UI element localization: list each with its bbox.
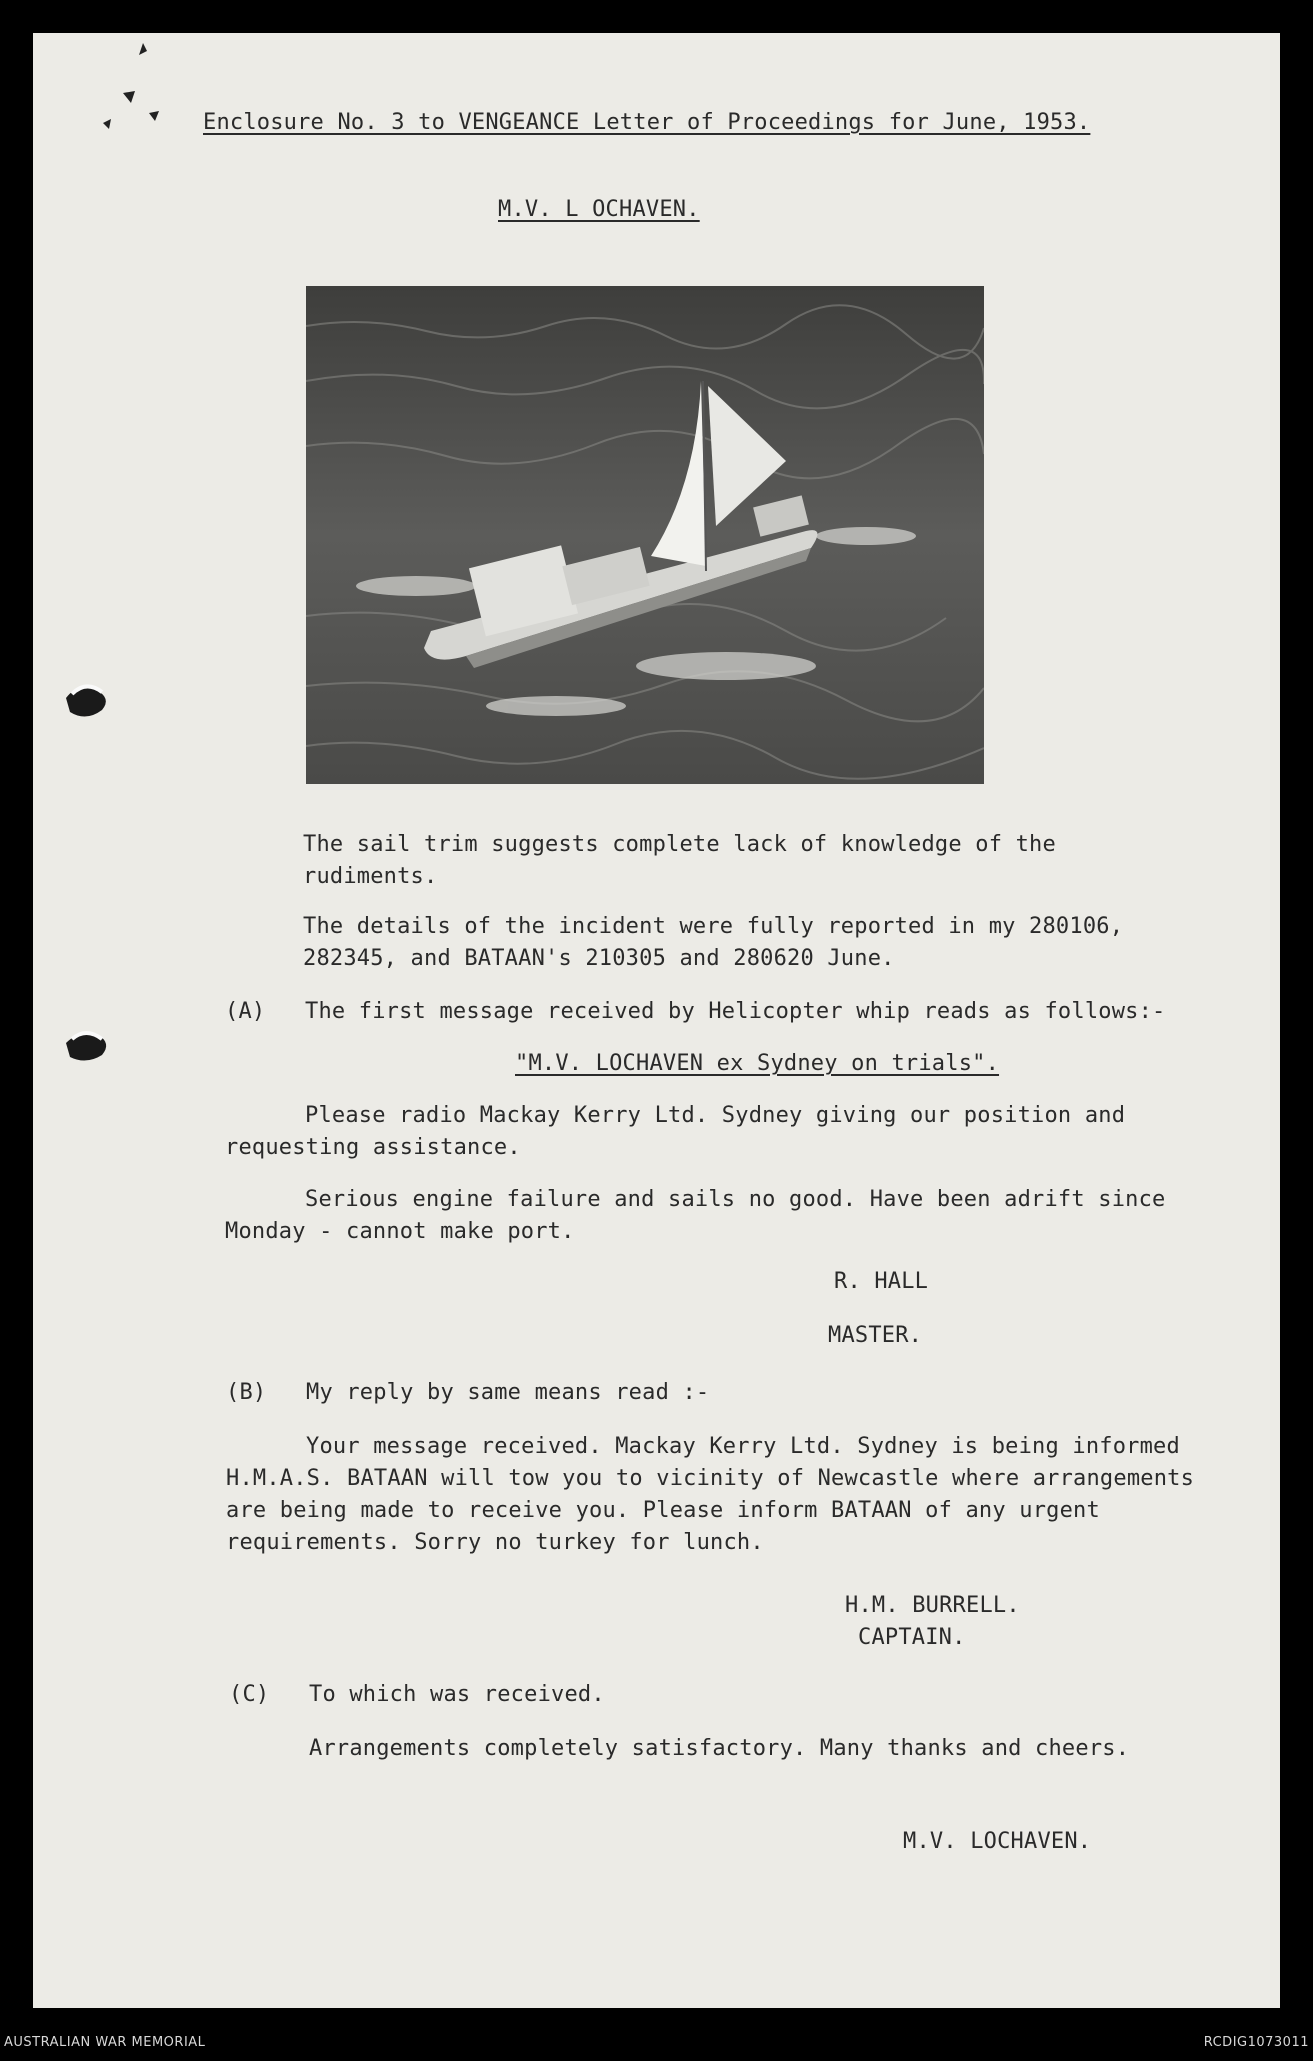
section-b-signature-title: CAPTAIN. [858, 1625, 966, 1650]
document-title: M.V. L OCHAVEN. [498, 197, 700, 222]
paragraph-1-line-2: rudiments. [303, 864, 438, 889]
footer-record-id: RCDIG1073011 [1203, 2035, 1309, 2050]
section-c-text: To which was received. [309, 1682, 605, 1707]
paragraph-1-line-1: The sail trim suggests complete lack of knowledge of the [303, 832, 1056, 857]
section-b-signature-name: H.M. BURRELL. [845, 1593, 1020, 1618]
section-b-text: My reply by same means read :- [306, 1380, 710, 1405]
footer-credit: AUSTRALIAN WAR MEMORIAL [4, 2035, 206, 2050]
punch-hole-bottom [58, 1013, 118, 1073]
section-b-label: (B) [226, 1380, 267, 1405]
section-b-message-line-3: are being made to receive you. Please inform BATAAN of any urgent [226, 1498, 1100, 1523]
punch-hole-top [58, 668, 118, 728]
section-a-message-1-line-1: Please radio Mackay Kerry Ltd. Sydney giving our position and [305, 1103, 1126, 1128]
section-b-message-line-4: requirements. Sorry no turkey for lunch. [226, 1530, 764, 1555]
paragraph-2-line-2: 282345, and BATAAN's 210305 and 280620 June. [303, 946, 895, 971]
section-c-signature: M.V. LOCHAVEN. [903, 1829, 1092, 1854]
vessel-photo [306, 286, 984, 784]
section-a-signature-name: R. HALL [834, 1269, 929, 1294]
section-b-message-line-1: Your message received. Mackay Kerry Ltd. Sydney is being informed [306, 1434, 1180, 1459]
section-a-text: The first message received by Helicopter whip reads as follows:- [305, 999, 1166, 1024]
section-a-message-1-line-2: requesting assistance. [225, 1135, 521, 1160]
section-a-signature-title: MASTER. [828, 1323, 923, 1348]
section-c-label: (C) [229, 1682, 270, 1707]
vessel-photo-image [306, 286, 984, 784]
section-b-message-line-2: H.M.A.S. BATAAN will tow you to vicinity of Newcastle where arrangements [226, 1466, 1195, 1491]
paper-tear-marks [73, 33, 173, 143]
section-c-message: Arrangements completely satisfactory. Many thanks and cheers. [309, 1736, 1130, 1761]
section-a-quote: "M.V. LOCHAVEN ex Sydney on trials". [515, 1051, 1000, 1076]
document-page [33, 33, 1280, 2008]
section-a-message-2-line-2: Monday - cannot make port. [225, 1219, 575, 1244]
enclosure-heading: Enclosure No. 3 to VENGEANCE Letter of Proceedings for June, 1953. [203, 110, 1091, 135]
paragraph-2-line-1: The details of the incident were fully reported in my 280106, [303, 914, 1124, 939]
section-a-label: (A) [225, 999, 266, 1024]
section-a-message-2-line-1: Serious engine failure and sails no good. Have been adrift since [305, 1187, 1166, 1212]
